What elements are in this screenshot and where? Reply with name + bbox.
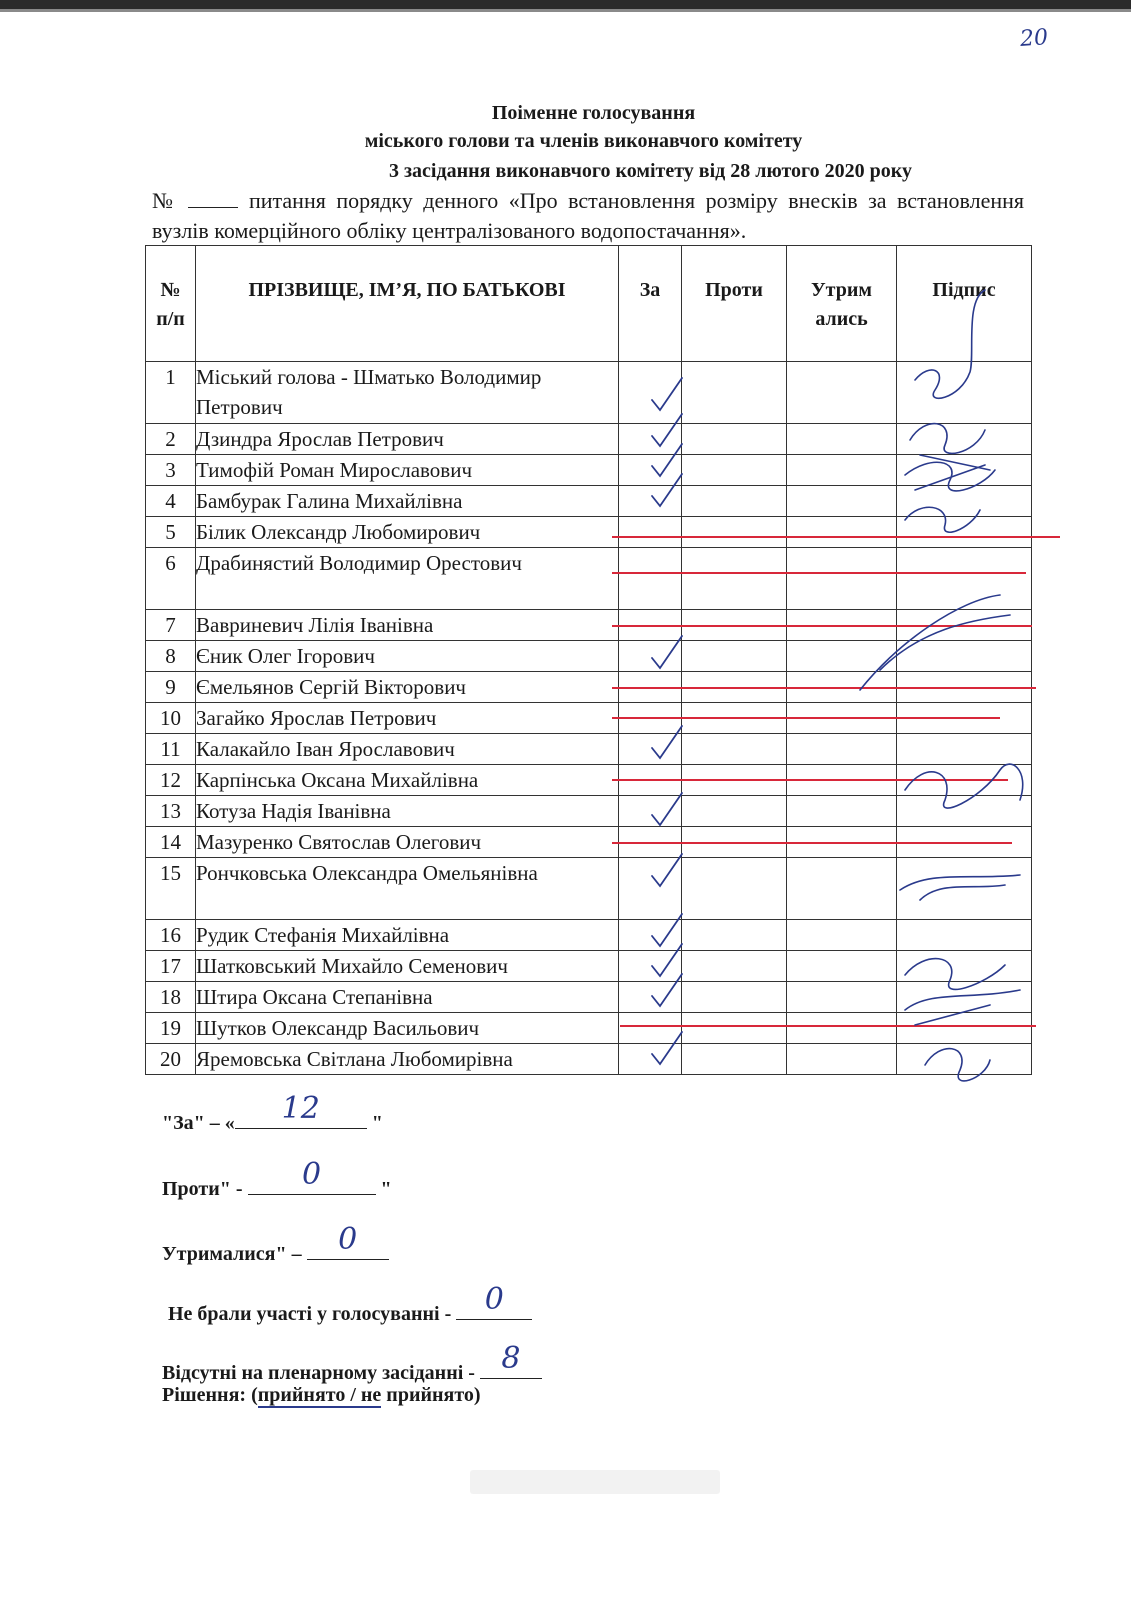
- agenda-number-sign: №: [152, 188, 178, 213]
- vote-za-cell: [619, 517, 682, 548]
- vote-utrym-cell: [787, 734, 897, 765]
- vote-utrym-cell: [787, 610, 897, 641]
- summary-vidsutni: [162, 1341, 542, 1385]
- table-row: [146, 1013, 1032, 1044]
- vote-utrym-cell: [787, 1044, 897, 1075]
- row-number: 15: [146, 858, 196, 920]
- signature-cell: [897, 827, 1032, 858]
- table-row: [146, 362, 1032, 424]
- row-number: 2: [146, 424, 196, 455]
- summary-rishennia-label: Рішення: (: [162, 1384, 258, 1406]
- table-row: [146, 1044, 1032, 1075]
- row-number: 9: [146, 672, 196, 703]
- vote-utrym-cell: [787, 827, 897, 858]
- member-name: Дзиндра Ярослав Петрович: [196, 424, 619, 455]
- signature-cell: [897, 672, 1032, 703]
- vote-utrym-cell: [787, 765, 897, 796]
- summary-proty-label: Проти" -: [162, 1178, 248, 1200]
- vote-za-cell: [619, 362, 682, 424]
- vote-utrym-cell: [787, 548, 897, 610]
- member-name: Шутков Олександр Васильович: [196, 1013, 619, 1044]
- table-row: [146, 703, 1032, 734]
- vote-proty-cell: [682, 455, 787, 486]
- vote-proty-cell: [682, 362, 787, 424]
- vote-proty-cell: [682, 827, 787, 858]
- vote-utrym-cell: [787, 858, 897, 920]
- vote-za-cell: [619, 982, 682, 1013]
- vote-za-cell: [619, 672, 682, 703]
- row-number: 18: [146, 982, 196, 1013]
- row-number: 5: [146, 517, 196, 548]
- summary-za: [162, 1091, 383, 1135]
- member-name: Штира Оксана Степанівна: [196, 982, 619, 1013]
- table-header-row: [146, 246, 1032, 362]
- vote-utrym-cell: [787, 424, 897, 455]
- table-row: [146, 920, 1032, 951]
- vote-proty-cell: [682, 796, 787, 827]
- vote-proty-cell: [682, 765, 787, 796]
- vote-za-cell: [619, 951, 682, 982]
- vote-za-cell: [619, 827, 682, 858]
- table-row: [146, 982, 1032, 1013]
- row-number: 1: [146, 362, 196, 424]
- agenda-item-title: питання порядку денного «Про встановлення розміру внесків за встановлення вузлів комерційного обліку централізованого водопостачання».: [152, 188, 1025, 243]
- header-signature: Підпис: [897, 246, 1032, 362]
- signature-cell: [897, 517, 1032, 548]
- vote-za-cell: [619, 486, 682, 517]
- member-name: Котуза Надія Іванівна: [196, 796, 619, 827]
- member-name: Загайко Ярослав Петрович: [196, 703, 619, 734]
- row-number: 4: [146, 486, 196, 517]
- summary-proty-value: 0: [301, 1157, 322, 1192]
- row-number: 7: [146, 610, 196, 641]
- vote-za-cell: [619, 734, 682, 765]
- vote-proty-cell: [682, 951, 787, 982]
- summary-proty-field: [248, 1157, 376, 1195]
- doc-title-line3: 3 засідання виконавчого комітету від 28 лютого 2020 року: [388, 160, 912, 182]
- scan-top-edge-shade: [0, 9, 1131, 12]
- vote-proty-cell: [682, 858, 787, 920]
- vote-za-cell: [619, 610, 682, 641]
- table-row: [146, 641, 1032, 672]
- signature-cell: [897, 1013, 1032, 1044]
- table-row: [146, 424, 1032, 455]
- summary-rishennia: [162, 1384, 481, 1407]
- vote-proty-cell: [682, 424, 787, 455]
- table-row: [146, 517, 1032, 548]
- vote-za-cell: [619, 424, 682, 455]
- row-number: 16: [146, 920, 196, 951]
- signature-cell: [897, 486, 1032, 517]
- summary-ne-brali: [168, 1282, 532, 1326]
- doc-title-line1: Поіменне голосування: [491, 102, 696, 124]
- summary-ne-brali-field: [456, 1282, 532, 1320]
- table-row: [146, 672, 1032, 703]
- signature-cell: [897, 734, 1032, 765]
- signature-cell: [897, 951, 1032, 982]
- vote-utrym-cell: [787, 1013, 897, 1044]
- vote-proty-cell: [682, 982, 787, 1013]
- vote-proty-cell: [682, 517, 787, 548]
- summary-vidsutni-field: [480, 1341, 542, 1379]
- member-name: Яремовська Світлана Любомирівна: [196, 1044, 619, 1075]
- scan-top-edge: [0, 0, 1131, 9]
- row-number: 14: [146, 827, 196, 858]
- agenda-number-blank: [188, 189, 238, 208]
- signature-cell: [897, 703, 1032, 734]
- member-name: Рудик Стефанія Михайлівна: [196, 920, 619, 951]
- signature-cell: [897, 424, 1032, 455]
- vote-utrym-cell: [787, 517, 897, 548]
- vote-proty-cell: [682, 548, 787, 610]
- vote-utrym-cell: [787, 362, 897, 424]
- member-name: Вавриневич Лілія Іванівна: [196, 610, 619, 641]
- signature-cell: [897, 362, 1032, 424]
- member-name: Міський голова - Шматько Володимир Петрович: [196, 362, 619, 424]
- row-number: 17: [146, 951, 196, 982]
- faint-bleed-through-stamp: [470, 1470, 720, 1494]
- row-number: 13: [146, 796, 196, 827]
- member-name: Калакайло Іван Ярославович: [196, 734, 619, 765]
- member-name: Карпінська Оксана Михайлівна: [196, 765, 619, 796]
- table-row: [146, 486, 1032, 517]
- vote-utrym-cell: [787, 703, 897, 734]
- signature-cell: [897, 982, 1032, 1013]
- row-number: 10: [146, 703, 196, 734]
- summary-za-label: "За" – «: [162, 1112, 235, 1134]
- table-row: [146, 827, 1032, 858]
- vote-proty-cell: [682, 672, 787, 703]
- table-row: [146, 610, 1032, 641]
- row-number: 12: [146, 765, 196, 796]
- table-row: [146, 951, 1032, 982]
- summary-utrym-value: 0: [338, 1222, 358, 1257]
- vote-proty-cell: [682, 486, 787, 517]
- summary-rishennia-tail: прийнято): [381, 1384, 481, 1406]
- vote-utrym-cell: [787, 455, 897, 486]
- member-name: Шатковський Михайло Семенович: [196, 951, 619, 982]
- vote-za-cell: [619, 920, 682, 951]
- table-row: [146, 734, 1032, 765]
- summary-utrymalysia: [162, 1222, 389, 1266]
- vote-utrym-cell: [787, 486, 897, 517]
- vote-za-cell: [619, 703, 682, 734]
- vote-proty-cell: [682, 920, 787, 951]
- vote-utrym-cell: [787, 920, 897, 951]
- header-name: ПРІЗВИЩЕ, ІМ’Я, ПО БАТЬКОВІ: [196, 246, 619, 362]
- table-row: [146, 796, 1032, 827]
- member-name: Тимофій Роман Мирославович: [196, 455, 619, 486]
- row-number: 8: [146, 641, 196, 672]
- vote-utrym-cell: [787, 951, 897, 982]
- vote-proty-cell: [682, 703, 787, 734]
- signature-cell: [897, 455, 1032, 486]
- summary-proty: [162, 1157, 392, 1201]
- row-number: 3: [146, 455, 196, 486]
- row-number: 11: [146, 734, 196, 765]
- table-row: [146, 548, 1032, 610]
- signature-cell: [897, 1044, 1032, 1075]
- signature-cell: [897, 548, 1032, 610]
- vote-za-cell: [619, 1013, 682, 1044]
- member-name: Білик Олександр Любомирович: [196, 517, 619, 548]
- vote-za-cell: [619, 858, 682, 920]
- signature-cell: [897, 858, 1032, 920]
- row-number: 6: [146, 548, 196, 610]
- vote-proty-cell: [682, 641, 787, 672]
- summary-utrym-label: Утрималися" –: [162, 1243, 307, 1265]
- member-name: Мазуренко Святослав Олегович: [196, 827, 619, 858]
- summary-za-value: 12: [281, 1091, 320, 1126]
- summary-vidsutni-value: 8: [501, 1341, 521, 1376]
- vote-proty-cell: [682, 1044, 787, 1075]
- header-num: № п/п: [146, 246, 196, 362]
- signature-cell: [897, 920, 1032, 951]
- table-row: [146, 858, 1032, 920]
- signature-cell: [897, 765, 1032, 796]
- summary-ne-brali-label: Не брали участі у голосуванні -: [168, 1303, 457, 1325]
- table-row: [146, 455, 1032, 486]
- row-number: 20: [146, 1044, 196, 1075]
- summary-za-field: [235, 1091, 367, 1129]
- vote-za-cell: [619, 765, 682, 796]
- signature-cell: [897, 796, 1032, 827]
- header-proty: Проти: [682, 246, 787, 362]
- signature-cell: [897, 641, 1032, 672]
- vote-za-cell: [619, 796, 682, 827]
- summary-ne-brali-value: 0: [484, 1282, 504, 1317]
- summary-vidsutni-label: Відсутні на пленарному засіданні -: [162, 1362, 480, 1384]
- member-name: Драбинястий Володимир Орестович: [196, 548, 619, 610]
- vote-utrym-cell: [787, 796, 897, 827]
- vote-utrym-cell: [787, 641, 897, 672]
- vote-proty-cell: [682, 734, 787, 765]
- vote-utrym-cell: [787, 982, 897, 1013]
- vote-utrym-cell: [787, 672, 897, 703]
- member-name: Єник Олег Ігорович: [196, 641, 619, 672]
- summary-utrym-field: [307, 1222, 389, 1260]
- member-name: Бамбурак Галина Михайлівна: [196, 486, 619, 517]
- summary-proty-end: ": [375, 1178, 392, 1200]
- member-name: Ємельянов Сергій Вікторович: [196, 672, 619, 703]
- signature-cell: [897, 610, 1032, 641]
- row-number: 19: [146, 1013, 196, 1044]
- header-utrymalys: Утрим ались: [787, 246, 897, 362]
- vote-za-cell: [619, 1044, 682, 1075]
- vote-proty-cell: [682, 610, 787, 641]
- vote-za-cell: [619, 455, 682, 486]
- agenda-item-text: [152, 186, 1024, 246]
- vote-za-cell: [619, 548, 682, 610]
- vote-proty-cell: [682, 1013, 787, 1044]
- roll-call-table: [145, 245, 1032, 1075]
- doc-title-line2: міського голови та членів виконавчого комітету: [364, 130, 803, 152]
- vote-za-cell: [619, 641, 682, 672]
- table-row: [146, 765, 1032, 796]
- handwritten-page-number: 20: [1019, 25, 1049, 52]
- header-za: За: [619, 246, 682, 362]
- summary-za-end: ": [366, 1112, 383, 1134]
- summary-rishennia-choice: прийнято / не: [257, 1384, 382, 1406]
- member-name: Рончковська Олександра Омельянівна: [196, 858, 619, 920]
